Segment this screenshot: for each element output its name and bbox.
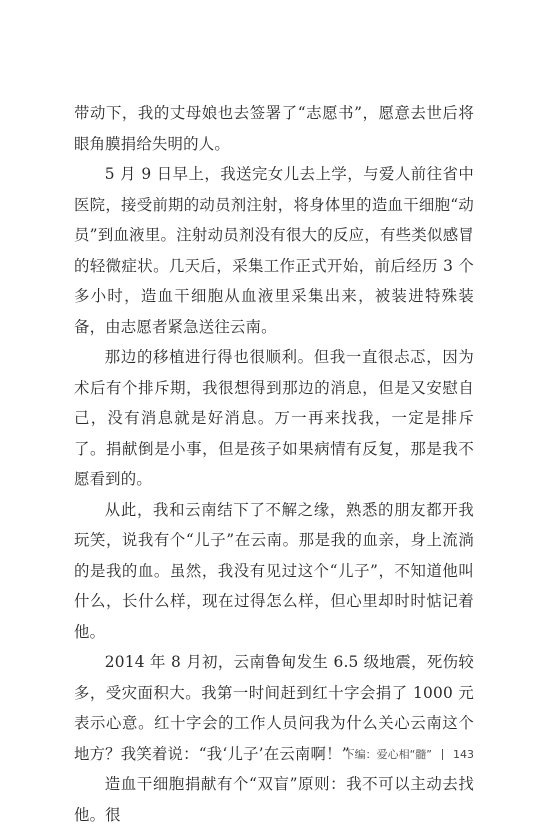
paragraph-2: 5 月 9 日早上，我送完女儿去上学，与爱人前往省中医院，接受前期的动员剂注射，将身体里的造血干细胞“动员”到血液里。注射动员剂没有很大的反应，有些类似感冒的轻微症状。几天后，采集工作正式开始，前后经历 3 个多小时，造血干细胞从血液里采集出来，被装进特殊装备，由志愿者紧急送往云南。: [74, 165, 474, 336]
paragraph-4: 从此，我和云南结下了不解之缘，熟悉的朋友都开我玩笑，说我有个“儿子”在云南。那是我的血亲，身上流淌的是我的血。虽然，我没有见过这个“儿子”，不知道他叫什么，长什么样，现在过得怎么样，但心里却时时惦记着他。: [74, 500, 474, 641]
body-text: [74, 98, 474, 830]
paragraph-5: 2014 年 8 月初，云南鲁甸发生 6.5 级地震，死伤较多，受灾面积大。我第一时间赶到红十字会捐了 1000 元表示心意。红十字会的工作人员问我为什么关心云南这个地方？我笑着说：“我‘儿子’在云南啊！”: [74, 653, 474, 763]
paragraph-6: 造血干细胞捐献有个“双盲”原则：我不可以主动去找他。很: [74, 775, 474, 824]
page-footer: [344, 746, 474, 762]
footer-divider: [442, 749, 443, 760]
paragraph-3: 那边的移植进行得也很顺利。但我一直很忐忑，因为术后有个排斥期，我很想得到那边的消息，但是又安慰自己，没有消息就是好消息。万一再来找我，一定是排斥了。捐献倒是小事，但是孩子如果病情有反复，那是我不愿看到的。: [74, 348, 474, 488]
paragraph-1: 带动下，我的丈母娘也去签署了“志愿书”，愿意去世后将眼角膜捐给失明的人。: [74, 104, 474, 153]
page-number: 143: [453, 747, 474, 761]
section-title: 下编：爱心相“髓”: [343, 748, 432, 761]
